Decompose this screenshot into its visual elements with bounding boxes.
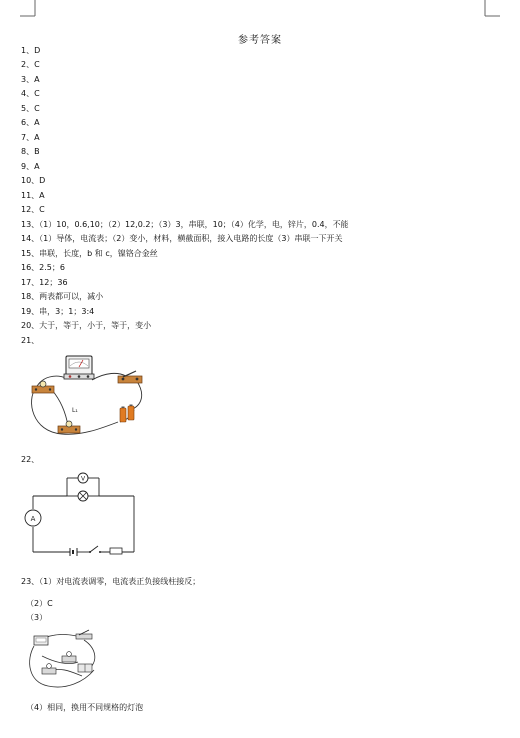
switch-icon <box>76 630 92 639</box>
answer-line: 15、串联，长度，b 和 c，镍铬合金丝 <box>21 249 158 258</box>
svg-text:V: V <box>80 475 86 483</box>
answer-line: 6、A <box>21 118 40 127</box>
switch-symbol <box>89 546 101 553</box>
answer-line: 18、两表都可以，减小 <box>21 292 104 301</box>
answer-line: 3、A <box>21 75 40 84</box>
question-23-part-3: （3） <box>26 613 48 622</box>
crop-mark-top-left <box>20 0 36 18</box>
figure-23-circuit-sketch <box>24 626 104 694</box>
answer-line: 1、D <box>21 46 41 55</box>
ammeter-icon <box>34 636 48 645</box>
figure-22-circuit-diagram <box>22 466 142 562</box>
figure-21-circuit-sketch <box>22 350 162 442</box>
answer-line: 4、C <box>21 89 40 98</box>
answer-line: 11、A <box>21 191 45 200</box>
ammeter-icon <box>25 510 41 526</box>
svg-text:A: A <box>30 514 36 523</box>
question-23-part-4: （4）相同，换用不同规格的灯泡 <box>26 703 144 712</box>
answer-line: 7、A <box>21 133 40 142</box>
question-22-label: 22、 <box>21 455 40 464</box>
answer-line: 20、大于，等于，小于，等于，变小 <box>21 321 152 330</box>
answer-line: 19、串，3；1；3:4 <box>21 307 95 316</box>
answer-line: 14、（1）导体，电流表；（2）变小，材料，横截面积，接入电路的长度（3）串联一下开关 <box>21 234 343 243</box>
bulb-holder-icon <box>42 664 56 674</box>
answer-line: 5、C <box>21 104 40 113</box>
answer-line: 13、（1）10，0.6,10；（2）12,0.2；（3）3，串联，10；（4）化学，电，锌片，0.4，不能 <box>21 220 349 229</box>
answer-line: 12、C <box>21 205 45 214</box>
question-23-part-2: （2）C <box>26 599 53 608</box>
crop-mark-top-right <box>484 0 500 18</box>
lamp-icon <box>78 491 88 501</box>
page-title: 参考答案 <box>238 35 282 46</box>
ammeter-icon <box>64 356 94 379</box>
bulb-holder-icon <box>32 381 54 393</box>
battery-symbol <box>70 548 77 556</box>
answer-line: 2、C <box>21 60 40 69</box>
question-23-line: 23、（1）对电流表调零，电流表正负接线柱接反； <box>21 577 201 586</box>
bulb-holder-icon <box>62 652 76 662</box>
answer-line: 10、D <box>21 176 46 185</box>
answer-line: 16、2.5；6 <box>21 263 65 272</box>
battery-icon <box>78 664 92 672</box>
bulb-holder-icon <box>58 421 80 433</box>
answer-line: 17、12；36 <box>21 278 68 287</box>
battery-icon <box>120 405 134 423</box>
resistor-symbol <box>110 548 122 554</box>
voltmeter-icon <box>78 473 88 483</box>
answer-line: 9、A <box>21 162 40 171</box>
answer-line: 21、 <box>21 336 40 345</box>
figure-21-label-l1: L₁ <box>72 407 78 414</box>
answer-line: 8、B <box>21 147 40 156</box>
switch-icon <box>118 371 142 383</box>
